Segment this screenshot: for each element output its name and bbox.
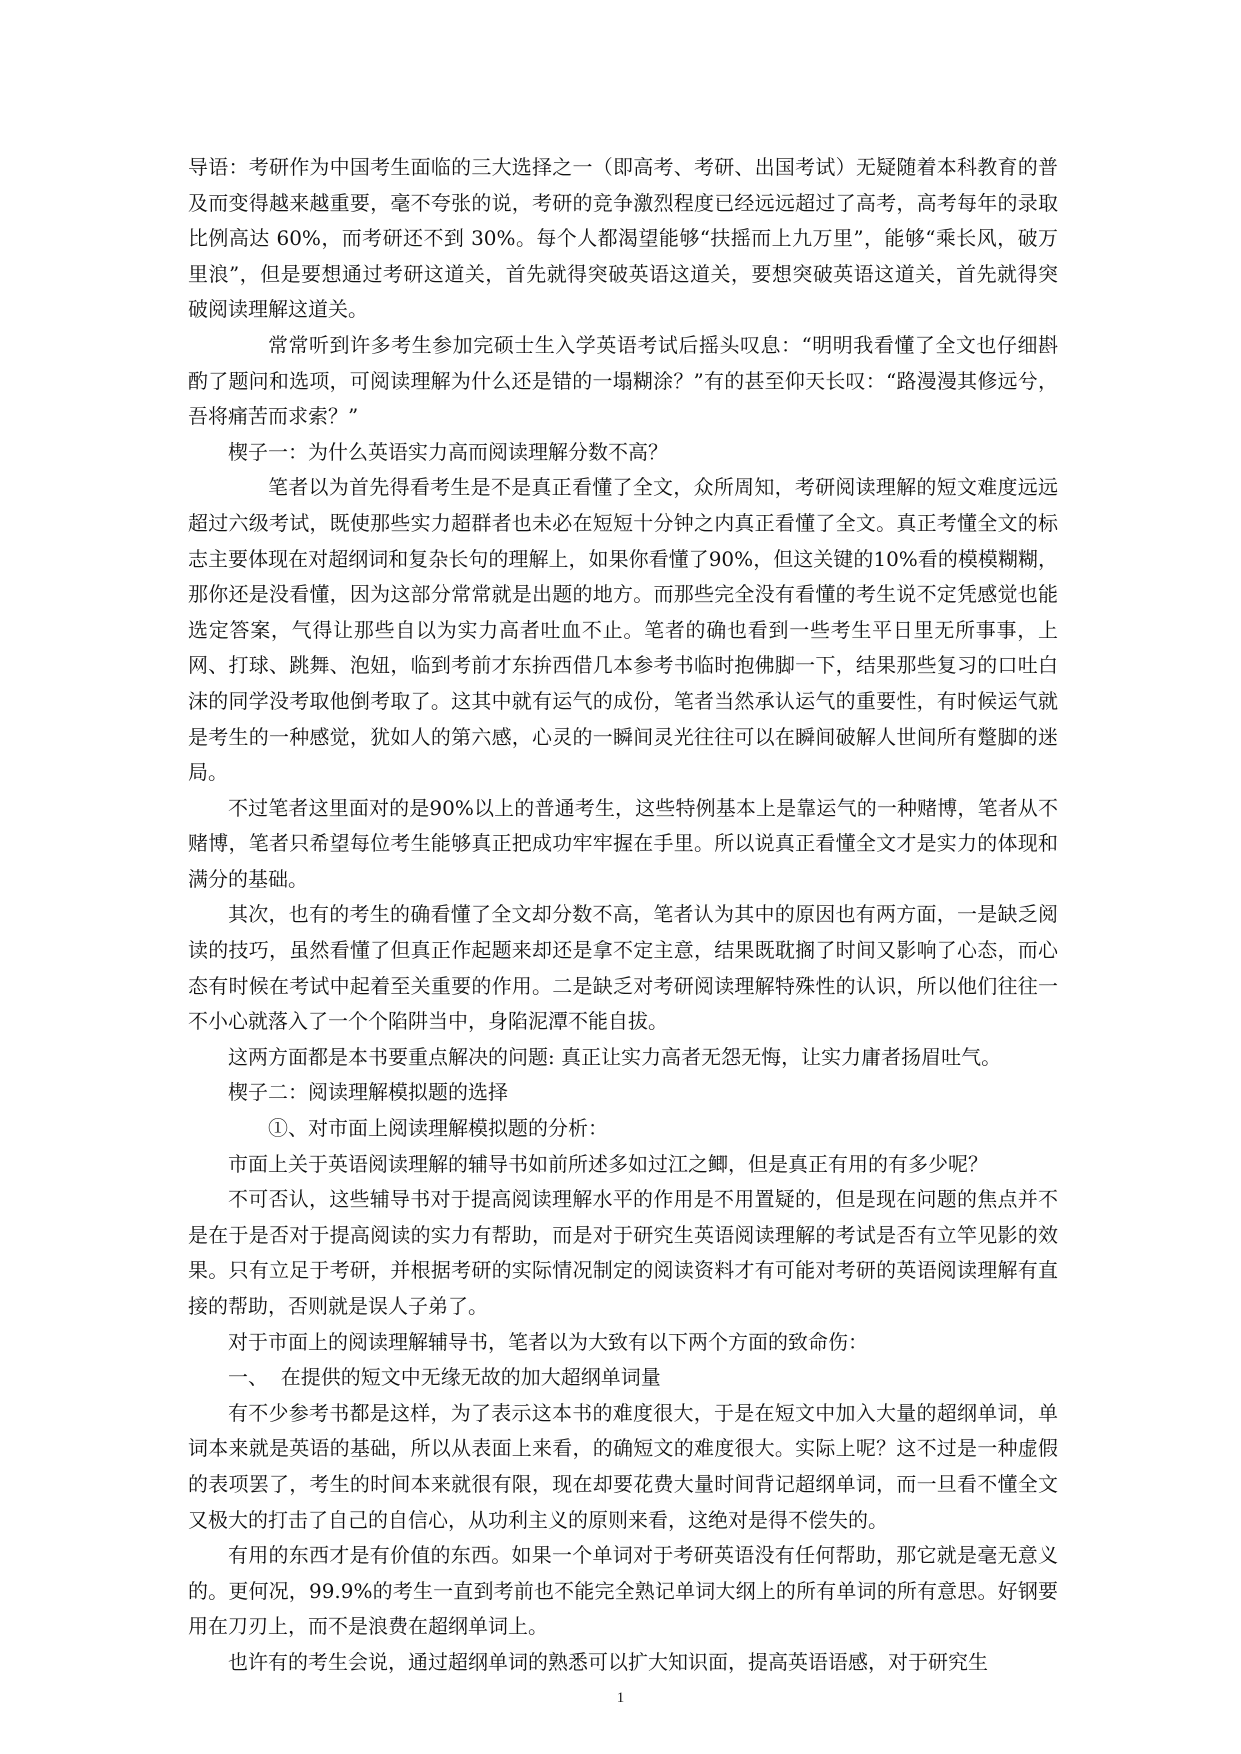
body-paragraph: 市面上关于英语阅读理解的辅导书如前所述多如过江之鲫，但是真正有用的有多少呢？ (228, 1151, 988, 1176)
section-heading-2: 楔子二：阅读理解模拟题的选择 (228, 1080, 508, 1105)
body-paragraph: 不可否认，这些辅导书对于提高阅读理解水平的作用是不用置疑的，但是现在问题的焦点并不是在于是否对于提高阅读的实力有帮助，而是对于研究生英语阅读理解的考试是否有立竿见影的效果。只有立足于考研，并根据考研的实际情况制定的阅读资料才有可能对考研的英语阅读理解有直接的帮助，否则就是误人子弟了。 (188, 1187, 1058, 1318)
body-paragraph: 笔者以为首先得看考生是不是真正看懂了全文，众所周知，考研阅读理解的短文难度远远超过六级考试，既使那些实力超群者也未必在短短十分钟之内真正看懂了全文。真正考懂全文的标志主要体现在对超纲词和复杂长句的理解上，如果你看懂了90%，但这关键的10%看的模模糊糊，那你还是没看懂，因为这部分常常就是出题的地方。而那些完全没有看懂的考生说不定凭感觉也能选定答案，气得让那些自以为实力高者吐血不止。笔者的确也看到一些考生平日里无所事事，上网、打球、跳舞、泡妞，临到考前才东拚西借几本参考书临时抱佛脚一下，结果那些复习的口吐白沫的同学没考取他倒考取了。这其中就有运气的成份，笔者当然承认运气的重要性，有时候运气就是考生的一种感觉，犹如人的第六感，心灵的一瞬间灵光往往可以在瞬间破解人世间所有蹩脚的迷局。 (188, 475, 1058, 785)
body-paragraph: 也许有的考生会说，通过超纲单词的熟悉可以扩大知识面，提高英语语感，对于研究生 (228, 1649, 988, 1674)
intro-paragraph: 导语：考研作为中国考生面临的三大选择之一（即高考、考研、出国考试）无疑随着本科教育的普及而变得越来越重要，毫不夸张的说，考研的竞争激烈程度已经远远超过了高考，高考每年的录取比例高达 60%，而考研还不到 30%。每个人都渴望能够“扶摇而上九万里”，能够“乘长风，破万里浪”，但是要想通过考研这道关，首先就得突破英语这道关，要想突破英语这道关，首先就得突破阅读理解这道关。 (188, 155, 1058, 322)
page-number: 1 (616, 1690, 625, 1706)
body-paragraph: 有不少参考书都是这样，为了表示这本书的难度很大，于是在短文中加入大量的超纲单词，单词本来就是英语的基础，所以从表面上来看，的确短文的难度很大。实际上呢？这不过是一种虚假的表项罢了，考生的时间本来就很有限，现在却要花费大量时间背记超纲单词，而一旦看不懂全文又极大的打击了自己的自信心，从功利主义的原则来看，这绝对是得不偿失的。 (188, 1400, 1058, 1532)
body-paragraph: 对于市面上的阅读理解辅导书，笔者以为大致有以下两个方面的致命伤： (228, 1329, 868, 1354)
body-paragraph: 不过笔者这里面对的是90%以上的普通考生，这些特例基本上是靠运气的一种赌博，笔者从不赌博，笔者只希望每位考生能够真正把成功牢牢握在手里。所以说真正看懂全文才是实力的体现和满分的基础。 (188, 795, 1058, 891)
subsection-heading: ①、对市面上阅读理解模拟题的分析： (268, 1116, 608, 1141)
body-paragraph: 有用的东西才是有价值的东西。如果一个单词对于考研英语没有任何帮助，那它就是毫无意义的。更何况，99.9%的考生一直到考前也不能完全熟记单词大纲上的所有单词的所有意思。好钢要用在刀刃上，而不是浪费在超纲单词上。 (188, 1543, 1058, 1639)
list-item-heading: 一、 在提供的短文中无缘无故的加大超纲单词量 (228, 1365, 661, 1390)
page-body (188, 150, 1058, 1681)
section-heading-1: 楔子一：为什么英语实力高而阅读理解分数不高？ (228, 439, 668, 464)
body-paragraph: 常常听到许多考生参加完硕士生入学英语考试后摇头叹息：“明明我看懂了全文也仔细斟酌了题问和选项，可阅读理解为什么还是错的一塌糊涂？”有的甚至仰天长叹：“路漫漫其修远兮，吾将痛苦而求索？” (188, 332, 1058, 429)
body-paragraph: 其次，也有的考生的确看懂了全文却分数不高，笔者认为其中的原因也有两方面，一是缺乏阅读的技巧，虽然看懂了但真正作起题来却还是拿不定主意，结果既耽搁了时间又影响了心态，而心态有时候在考试中起着至关重要的作用。二是缺乏对考研阅读理解特殊性的认识，所以他们往往一不小心就落入了一个个陷阱当中，身陷泥潭不能自拔。 (188, 902, 1058, 1034)
body-paragraph: 这两方面都是本书要重点解决的问题: 真正让实力高者无怨无悔，让实力庸者扬眉吐气。 (228, 1044, 1002, 1069)
